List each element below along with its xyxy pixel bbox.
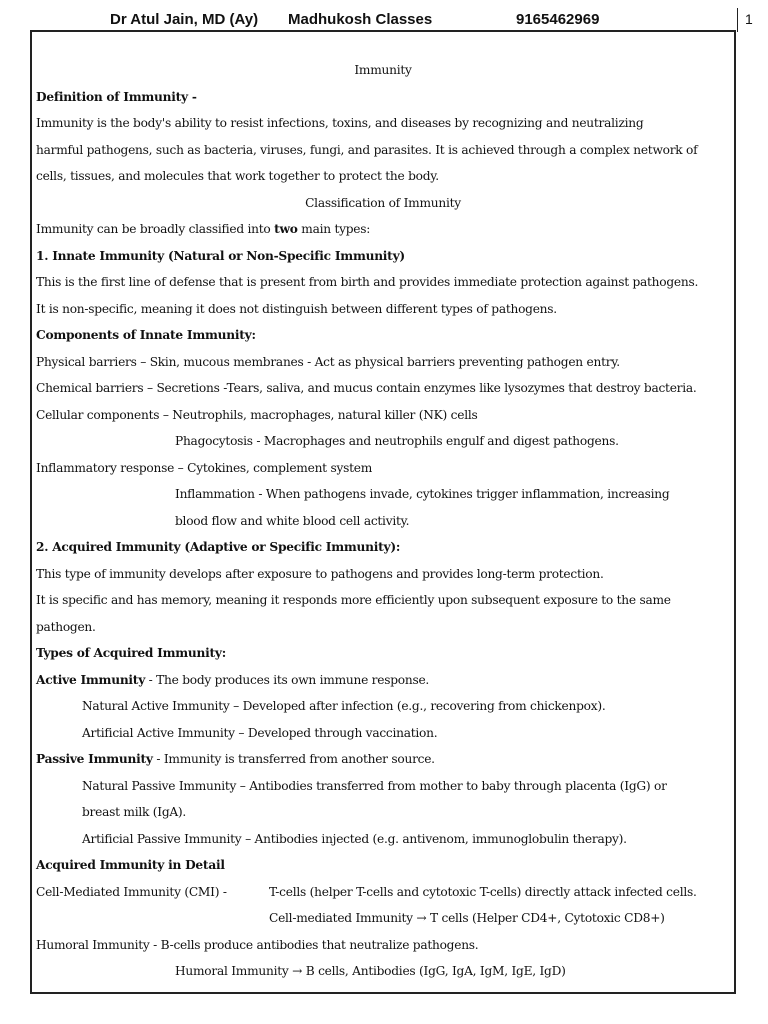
natural-passive-line: breast milk (IgA). <box>82 805 187 819</box>
acquired-line: It is specific and has memory, meaning it responds more efficiently upon subsequent exposure to the same <box>36 593 671 607</box>
passive-desc: - Immunity is transferred from another source. <box>152 752 435 766</box>
classification-intro-bold: two <box>274 222 298 236</box>
passive-term: Passive Immunity <box>36 752 153 766</box>
inflammation-line: Inflammation - When pathogens invade, cytokines trigger inflammation, increasing <box>175 487 670 501</box>
classification-intro-post: main types: <box>297 222 371 236</box>
active-term: Active Immunity <box>36 672 146 687</box>
innate-line: This is the first line of defense that is present from birth and provides immediate protection against pathogens. <box>36 275 699 289</box>
acquired-line: pathogen. <box>36 619 96 634</box>
header-author: Dr Atul Jain, MD (Ay) <box>110 11 259 28</box>
page-number: 1 <box>745 11 753 27</box>
definition-line: harmful pathogens, such as bacteria, viruses, fungi, and parasites. It is achieved through a complex network of <box>36 142 698 157</box>
acquired-heading: 2. Acquired Immunity (Adaptive or Specific Immunity): <box>36 540 401 554</box>
humoral-line: Humoral Immunity - B-cells produce antibodies that neutralize pathogens. <box>36 937 479 952</box>
page-header <box>0 0 768 32</box>
acquired-line: This type of immunity develops after exposure to pathogens and provides long-term protection. <box>36 566 604 581</box>
classification-intro-pre: Immunity can be broadly classified into <box>36 222 275 236</box>
innate-line: It is non-specific, meaning it does not distinguish between different types of pathogens. <box>36 301 557 316</box>
document-body <box>36 57 736 985</box>
classification-intro <box>36 216 736 243</box>
header-phone: 9165462969 <box>516 11 600 28</box>
definition-heading: Definition of Immunity - <box>36 89 197 104</box>
inflammation-line: blood flow and white blood cell activity. <box>175 513 410 528</box>
cmi-row <box>36 879 736 906</box>
detail-heading: Acquired Immunity in Detail <box>36 858 225 872</box>
classification-heading: Classification of Immunity <box>305 195 461 210</box>
passive-immunity <box>36 746 736 773</box>
document-title: Immunity <box>354 63 412 77</box>
humoral-summary: Humoral Immunity → B cells, Antibodies (IgG, IgA, IgM, IgE, IgD) <box>175 964 566 978</box>
definition-line: Immunity is the body's ability to resist infections, toxins, and diseases by recognizing and neutralizing <box>36 116 644 130</box>
header-divider <box>737 8 738 32</box>
definition-line: cells, tissues, and molecules that work together to protect the body. <box>36 169 439 183</box>
header-classes: Madhukosh Classes <box>288 11 433 28</box>
artificial-passive: Artificial Passive Immunity – Antibodies injected (e.g. antivenom, immunoglobulin therapy). <box>82 831 627 846</box>
chemical-barriers: Chemical barriers – Secretions -Tears, saliva, and mucus contain enzymes like lysozymes that destroy bacteria. <box>36 381 697 395</box>
natural-active: Natural Active Immunity – Developed after infection (e.g., recovering from chickenpox). <box>82 699 606 713</box>
innate-heading: 1. Innate Immunity (Natural or Non-Specific Immunity) <box>36 248 405 263</box>
types-heading: Types of Acquired Immunity: <box>36 646 226 660</box>
natural-passive-line: Natural Passive Immunity – Antibodies transferred from mother to baby through placenta (IgG) or <box>82 778 667 793</box>
cmi-text: T-cells (helper T-cells and cytotoxic T-cells) directly attack infected cells. <box>269 884 697 899</box>
active-immunity <box>36 667 736 694</box>
phagocytosis: Phagocytosis - Macrophages and neutrophils engulf and digest pathogens. <box>175 434 619 448</box>
artificial-active: Artificial Active Immunity – Developed through vaccination. <box>82 725 438 740</box>
components-heading: Components of Innate Immunity: <box>36 328 256 342</box>
cmi-label: Cell-Mediated Immunity (CMI) - <box>36 884 227 899</box>
physical-barriers: Physical barriers – Skin, mucous membranes - Act as physical barriers preventing pathogen entry. <box>36 354 620 369</box>
active-desc: - The body produces its own immune response. <box>145 672 430 687</box>
cmi-summary: Cell-mediated Immunity → T cells (Helper CD4+, Cytotoxic CD8+) <box>269 911 665 925</box>
cellular-components: Cellular components – Neutrophils, macrophages, natural killer (NK) cells <box>36 407 478 422</box>
inflammatory-response: Inflammatory response – Cytokines, complement system <box>36 460 373 475</box>
